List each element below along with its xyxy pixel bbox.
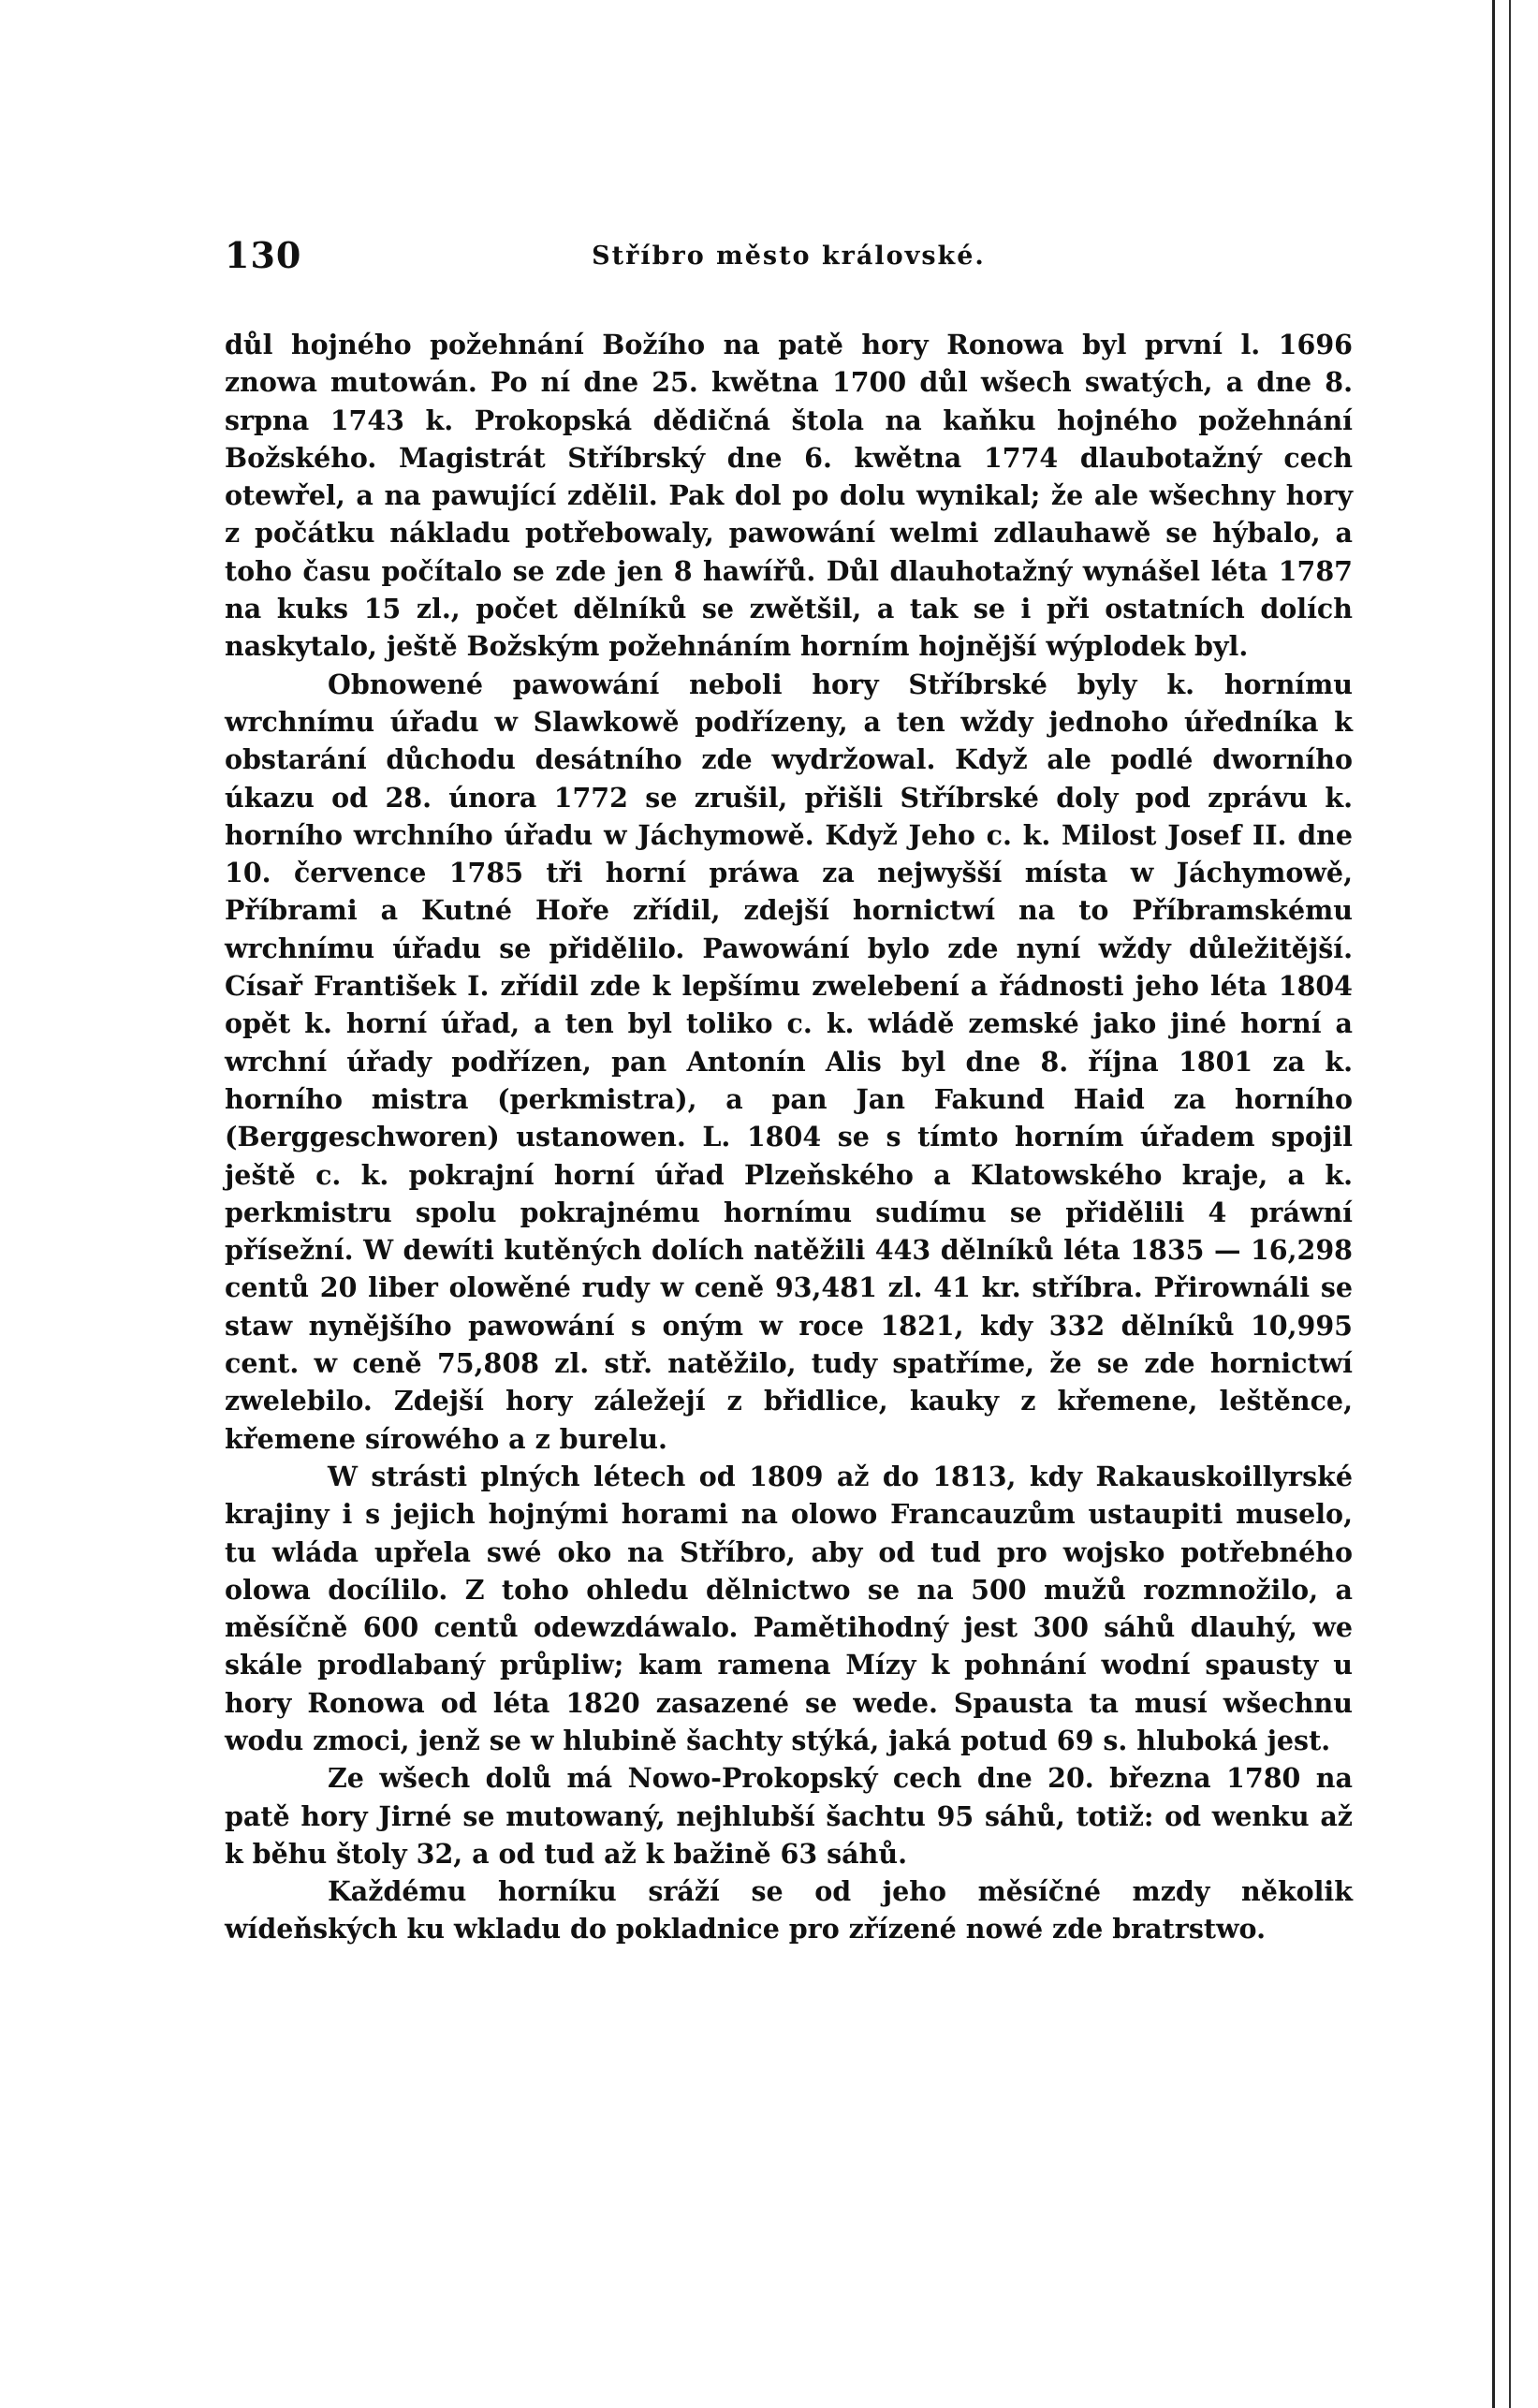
page-edge-line-inner [1509,0,1511,2408]
page-number: 130 [225,234,302,276]
running-title: Stříbro město královské. [592,242,986,271]
paragraph-4: Ze wšech dolů má Nowo-Prokopský cech dne 20. března 1780 na patě hory Jirné se mutowaný, nejhlubší šachtu 95 sáhů, totiž: od wenku až k běhu štoly 32, a od tud až k bažině 63 sáhů. [225,1762,1353,1870]
body-text [225,326,1353,1948]
paragraph-2: Obnowené pawowání neboli hory Stříbrské byly k. hornímu wrchnímu úřadu w Slawkowě podřízeny, a ten wždy jednoho úředníka k obstarání důchodu desátního zde wydržowal. Když ale podlé dworního úkazu od 28. února 1772 se zrušil, přišli Stříbrské doly pod zprávu k. horního wrchního úřadu w Jáchymowě. Když Jeho c. k. Milost Josef II. dne 10. července 1785 tři horní práwa za nejwyšší místa w Jáchymowě, Příbrami a Kutné Hoře zřídil, zdejší hornictwí na to Příbramskému wrchnímu úřadu se přidělilo. Pawowání bylo zde nyní wždy důležitější. Císař František I. zřídil zde k lepšímu zwelebení a řádnosti jeho léta 1804 opět k. horní úřad, a ten byl toliko c. k. wládě zemské jako jiné horní a wrchní úřady podřízen, pan Antonín Alis byl dne 8. října 1801 za k. horního mistra (perkmistra), a pan Jan Fakund Haid za horního (Berggeschworen) ustanowen. L. 1804 se s tímto horním úřadem spojil ještě c. k. pokrajní horní úřad Plzeňského a Klatowského kraje, a k. perkmistru spolu pokrajnému hornímu sudímu se přidělili 4 práwní přísežní. W dewíti kutěných dolích natěžili 443 dělníků léta 1835 — 16,298 centů 20 liber olowěné rudy w ceně 93,481 zl. 41 kr. stříbra. Přirownáli se staw nynějšího pawowání s oným w roce 1821, kdy 332 dělníků 10,995 cent. w ceně 75,808 zl. stř. natěžilo, tudy spatříme, že se zde hornictwí zwelebilo. Zdejší hory záležejí z břidlice, kauky z křemene, leštěnce, křemene sírowého a z burelu. [225,668,1353,1455]
paragraph-1: důl hojného požehnání Božího na patě hory Ronowa byl první l. 1696 znowa mutowán. Po ní dne 25. kwětna 1700 důl wšech swatých, a dne 8. srpna 1743 k. Prokopská dědičná štola na kaňku hojného požehnání Božského. Magistrát Stříbrský dne 6. kwětna 1774 dlaubotažný cech otewřel, a na pawující zdělil. Pak dol po dolu wynikal; že ale wšechny hory z počátku nákladu potřebowaly, pawowání welmi zdlauhawě se hýbalo, a toho času počítalo se zde jen 8 hawířů. Důl dlauhotažný wynášel léta 1787 na kuks 15 zl., počet dělníků se zwětšil, a tak se i při ostatních dolích naskytalo, ještě Božským požehnáním horním hojnější wýplodek byl. [225,329,1353,663]
paragraph-3: W strásti plných létech od 1809 až do 1813, kdy Rakauskoillyrské krajiny i s jejich hojnými horami na olowo Francauzům ustaupiti muselo, tu wláda upřela swé oko na Stříbro, aby od tud pro wojsko potřebného olowa docílilo. Z toho ohledu dělnictwo se na 500 mužů rozmnožilo, a měsíčně 600 centů odewzdáwalo. Pamětihodný jest 300 sáhů dlauhý, we skále prodlabaný průpliw; kam ramena Mízy k pohnání wodní spausty u hory Ronowa od léta 1820 zasazené se wede. Spausta ta musí wšechnu wodu zmoci, jenž se w hlubině šachty stýká, jaká potud 69 s. hluboká jest. [225,1460,1353,1756]
book-page [225,234,1353,1948]
page-edge-line [1492,0,1495,2408]
running-head [225,234,1353,281]
paragraph-5: Každému horníku sráží se od jeho měsíčné mzdy několik wídeňských ku wkladu do pokladnice pro zřízené nowé zde bratrstwo. [225,1875,1353,1945]
